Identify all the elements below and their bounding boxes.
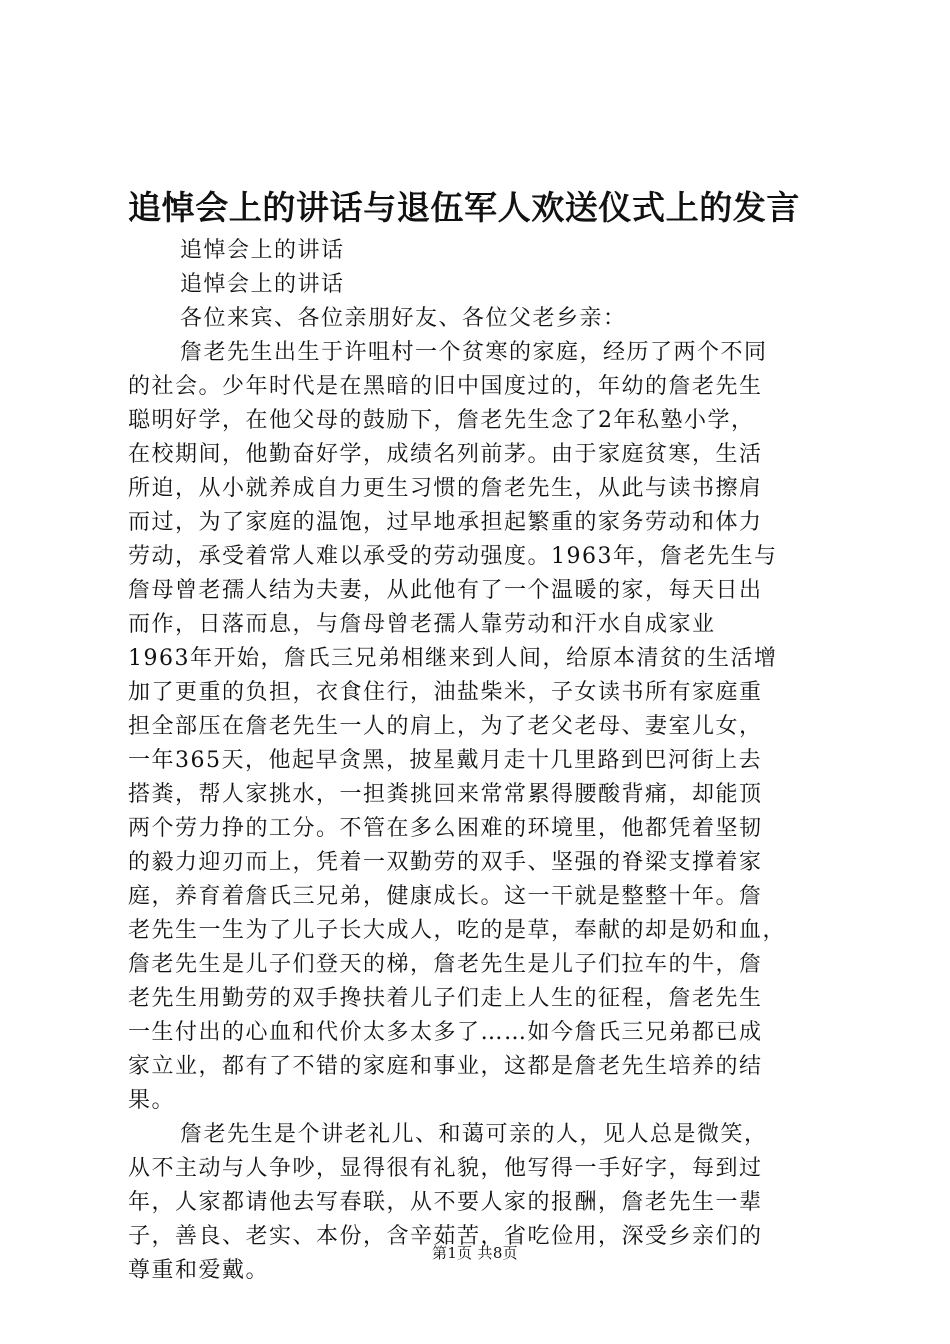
body-line: 一生付出的心血和代价太多太多了……如今詹氏三兄弟都已成 <box>128 1020 763 1045</box>
body-line: 搭粪，帮人家挑水，一担粪挑回来常常累得腰酸背痛，却能顶 <box>128 782 763 807</box>
body-line: 尊重和爱戴。 <box>128 1258 270 1283</box>
body-line: 的毅力迎刃而上，凭着一双勤劳的双手、坚强的脊梁支撑着家 <box>128 850 763 875</box>
body-line: 担全部压在詹老先生一人的肩上，为了老父老母、妻室儿女， <box>128 714 763 739</box>
body-line: 两个劳力挣的工分。不管在多么困难的环境里，他都凭着坚韧 <box>128 816 763 841</box>
body-line: 所迫，从小就养成自力更生习惯的詹老先生，从此与读书擦肩 <box>128 476 763 501</box>
body-line: 聪明好学，在他父母的鼓励下，詹老先生念了2年私塾小学， <box>128 408 755 433</box>
body-line: 追悼会上的讲话 <box>180 238 345 263</box>
body-line: 子，善良、老实、本份，含辛茹苦，省吃俭用，深受乡亲们的 <box>128 1224 763 1249</box>
body-line: 劳动，承受着常人难以承受的劳动强度。1963年，詹老先生与 <box>128 544 778 569</box>
body-line: 从不主动与人争吵，显得很有礼貌，他写得一手好字，每到过 <box>128 1156 763 1181</box>
body-line: 詹老先生是儿子们登天的梯，詹老先生是儿子们拉车的牛，詹 <box>128 952 763 977</box>
body-line: 老先生一生为了儿子长大成人，吃的是草，奉献的却是奶和血， <box>128 918 787 943</box>
body-line: 而作，日落而息，与詹母曾老孺人靠劳动和汗水自成家业 <box>128 612 716 637</box>
body-line: 家立业，都有了不错的家庭和事业，这都是詹老先生培养的结 <box>128 1054 763 1079</box>
body-line: 各位来宾、各位亲朋好友、各位父老乡亲： <box>180 306 627 331</box>
body-line: 老先生用勤劳的双手搀扶着儿子们走上人生的征程，詹老先生 <box>128 986 763 1011</box>
body-line: 果。 <box>128 1088 176 1113</box>
body-line: 加了更重的负担，衣食住行，油盐柴米，子女读书所有家庭重 <box>128 680 763 705</box>
body-line: 詹老先生出生于许咀村一个贫寒的家庭，经历了两个不同 <box>180 340 768 365</box>
body-line: 詹老先生是个讲老礼儿、和蔼可亲的人，见人总是微笑， <box>180 1122 768 1147</box>
body-line: 一年365天，他起早贪黑，披星戴月走十几里路到巴河街上去 <box>128 748 762 773</box>
document-title: 追悼会上的讲话与退伍军人欢送仪式上的发言 <box>128 188 800 227</box>
body-line: 而过，为了家庭的温饱，过早地承担起繁重的家务劳动和体力 <box>128 510 763 535</box>
body-line: 追悼会上的讲话 <box>180 272 345 297</box>
page-footer: 第1页 共8页 <box>432 1244 518 1262</box>
body-line: 在校期间，他勤奋好学，成绩名列前茅。由于家庭贫寒，生活 <box>128 442 763 467</box>
body-line: 庭，养育着詹氏三兄弟，健康成长。这一干就是整整十年。詹 <box>128 884 763 909</box>
body-line: 年，人家都请他去写春联，从不要人家的报酬，詹老先生一辈 <box>128 1190 763 1215</box>
body-line: 1963年开始，詹氏三兄弟相继来到人间，给原本清贫的生活增 <box>128 646 778 671</box>
body-line: 詹母曾老孺人结为夫妻，从此他有了一个温暖的家，每天日出 <box>128 578 763 603</box>
document-body <box>128 234 830 1288</box>
body-line: 的社会。少年时代是在黑暗的旧中国度过的，年幼的詹老先生 <box>128 374 763 399</box>
